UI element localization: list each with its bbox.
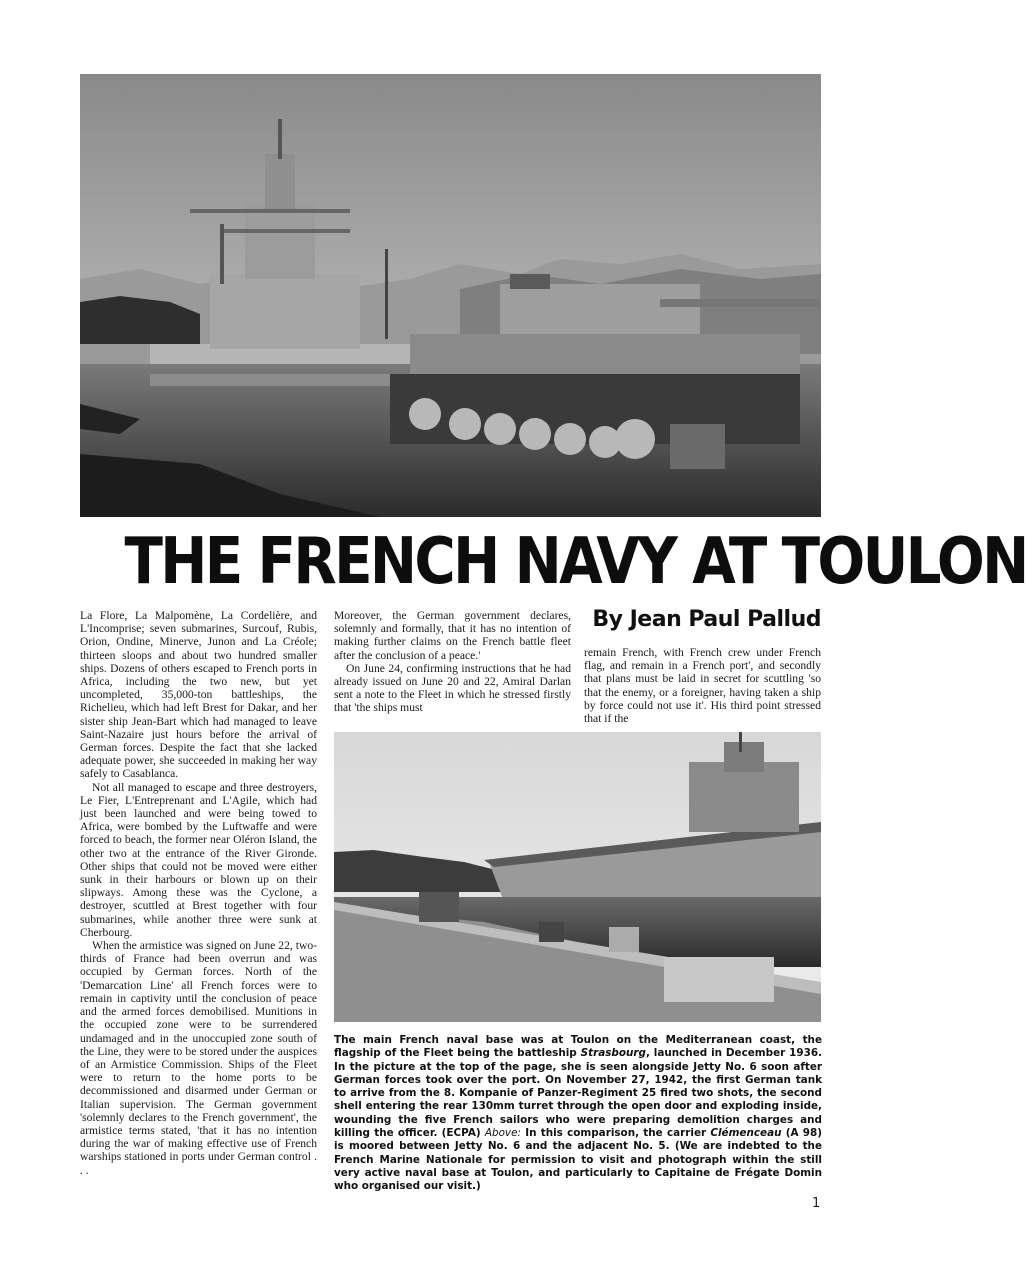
caption-text: The main French naval base was at Toulon on the Mediterranean coast, the flagship of the Fleet being the battleship <box>334 1034 822 1060</box>
column-1 <box>80 609 317 1177</box>
caption-text: In this comparison, the carrier <box>520 1127 711 1140</box>
caption-ship-name: Clémenceau <box>710 1127 782 1140</box>
photo-caption <box>334 1034 822 1194</box>
paragraph: On June 24, confirming instructions that he had already issued on June 20 and 22, Amiral Darlan sent a note to the Fleet in which he stressed firstly that 'the ships must <box>334 661 571 715</box>
article-title: THE FRENCH NAVY AT TOULON <box>124 525 1027 599</box>
column-2 <box>334 609 571 715</box>
page-number: 1 <box>812 1196 821 1211</box>
top-photo <box>80 74 821 517</box>
bottom-photo <box>334 732 821 1022</box>
caption-text: (A 98) is moored between Jetty No. 6 and the adjacent No. 5. (We are indebted to the French Marine Nationale for permission to visit and photograph within the still very active naval base at Toulon, and particularly to Capitaine de Frégate Domin who organised our visit.) <box>334 1127 823 1193</box>
paragraph: Not all managed to escape and three destroyers, Le Fier, L'Entreprenant and L'Agile, which had just been launched and were being towed to Africa, were bombed by the Luftwaffe and were forced to beach, the former near Oléron Island, the other two at the entrance of the River Gironde. Other ships that could not be moved were either sunk in their harbours or blown up on their slipways. Among these was the Cyclone, a destroyer, scuttled at Brest together with four submarines, while another three were sunk at Cherbourg. <box>80 780 317 939</box>
caption-above-label: Above: <box>484 1127 521 1140</box>
caption-ship-name: Strasbourg <box>580 1047 646 1060</box>
paragraph: When the armistice was signed on June 22, two-thirds of France had been overrun and was occupied by German forces. North of the 'Demarcation Line' all French forces were to remain in captivity until the conclusion of peace and the armed forces demobilised. Munitions in the occupied zone were to be surrendered undamaged and in the unoccupied zone south of the Line, they were to be stored under the auspices of an Armistice Commission. Ships of the Fleet were to return to the home ports to be decommissioned and disarmed under German or Italian supervision. The German government 'solemnly declares to the French government', the armistice terms stated, 'that it has no intention during the war of making effective use of French warships stationed in ports under German control . . . <box>80 939 317 1177</box>
paragraph: Moreover, the German government declares, solemnly and formally, that it has no intention of making further claims on the French battle fleet after the conclusion of a peace.' <box>334 609 571 662</box>
paragraph: La Flore, La Malpomène, La Cordelière, and L'Incomprise; seven submarines, Surcouf, Rubis, Orion, Ondine, Minerve, Junon and La Créole; thirteen sloops and about two hundred smaller ships. Dozens of others escaped to French ports in Africa, including the two new, but yet uncompleted, 35,000-ton battleships, the Richelieu, which had left Brest for Dakar, and her sister ship Jean-Bart which had managed to leave Saint-Nazaire just hours before the arrival of German forces. Despite the fact that she lacked adequate power, she succeeded in making her way safely to Casablanca. <box>80 609 317 781</box>
byline: By Jean Paul Pallud <box>592 607 821 632</box>
carrier-jetty-photo <box>334 732 821 1022</box>
caption-text: , launched in December 1936. In the picture at the top of the page, she is seen alongside Jetty No. 6 soon after German forces took over the port. On November 27, 1942, the first German tank to arrive from the 8. Kompanie of Panzer-Regiment 25 fired two shots, the second shell entering the rear 130mm turret through the open door and exploding inside, wounding the five French sailors who were preparing demolition charges and killing the officer. (ECPA) <box>334 1047 822 1140</box>
tank-battleship-photo <box>80 74 821 517</box>
paragraph: remain French, with French crew under French flag, and remain in a French port', and secondly that plans must be laid in secret for scuttling 'so that the enemy, or a foreigner, having taken a ship by force could not use it'. His third point stressed that if the <box>584 646 821 726</box>
column-3 <box>584 646 821 725</box>
